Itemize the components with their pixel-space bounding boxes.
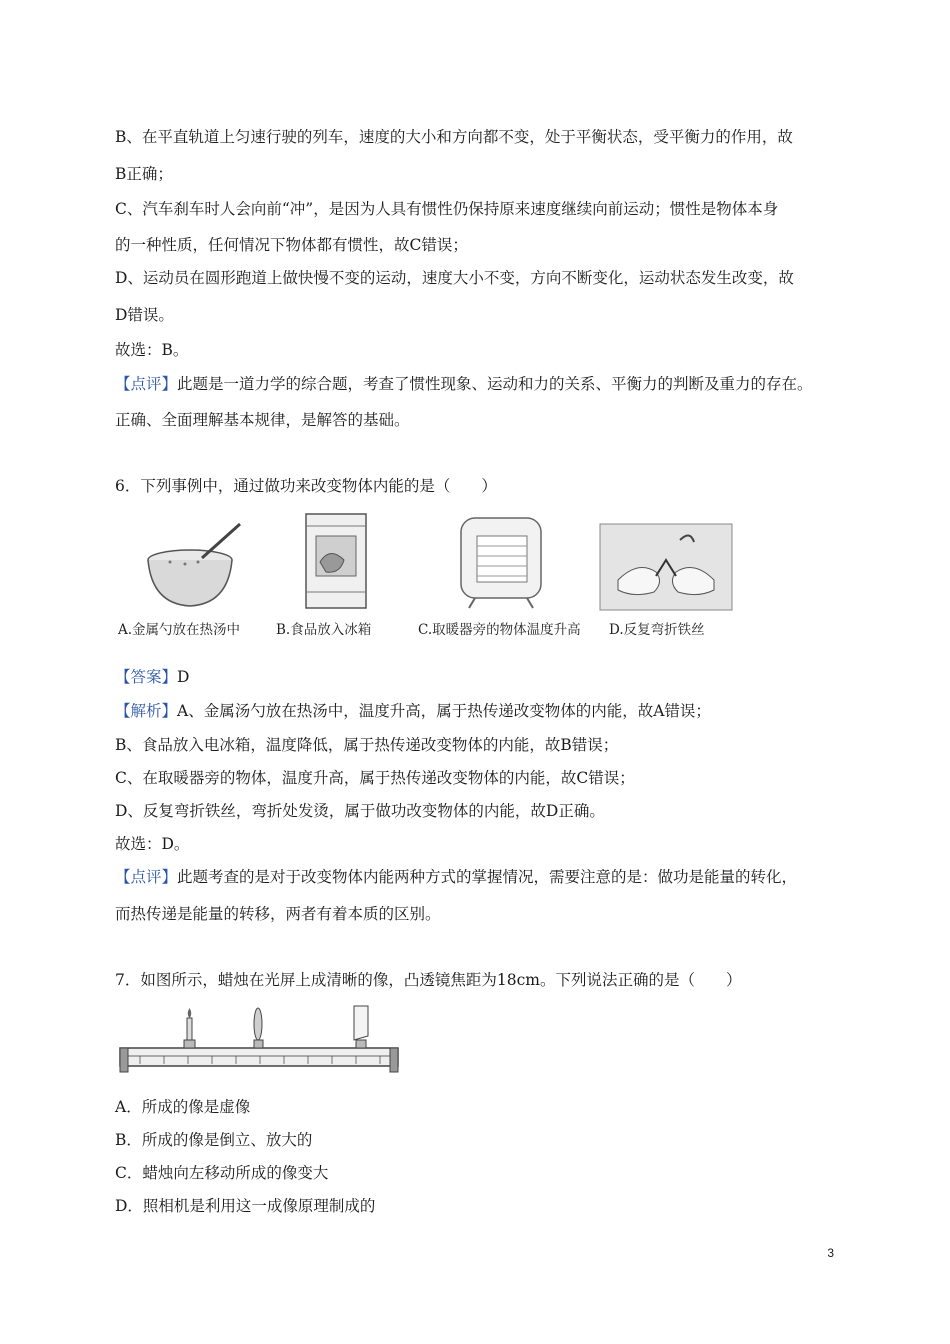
q6-comment-line-1 <box>115 867 797 887</box>
prev-choice: 故选：B。 <box>115 341 189 359</box>
q7-option-a: A．所成的像是虚像 <box>115 1098 251 1116</box>
q6-analysis-b: B、食品放入电冰箱，温度降低，属于热传递改变物体的内能，故B错误； <box>115 736 619 754</box>
comment-tag: 【点评】 <box>115 375 178 393</box>
q6-analysis-d: D、反复弯折铁丝，弯折处发烫，属于做功改变物体的内能，故D正确。 <box>115 802 605 820</box>
option-c-line-2: 的一种性质，任何情况下物体都有惯性，故C错误； <box>115 236 468 254</box>
figure-caption-d: D.反复弯折铁丝 <box>609 622 705 638</box>
answer-value: D <box>177 668 190 686</box>
q7-option-b: B．所成的像是倒立、放大的 <box>115 1131 313 1149</box>
figure-caption-a: A.金属勺放在热汤中 <box>118 622 241 638</box>
option-d-line-2: D错误。 <box>115 306 174 324</box>
prev-comment-line-1 <box>115 374 813 394</box>
option-b-line-2: B正确； <box>115 165 173 183</box>
q6-answer <box>115 667 189 687</box>
comment-tag: 【点评】 <box>115 868 178 886</box>
heater-figure <box>455 514 550 612</box>
prev-comment-line-2: 正确、全面理解基本规律，是解答的基础。 <box>115 411 410 429</box>
optical-bench-figure <box>116 1002 402 1084</box>
fridge-figure <box>300 512 372 612</box>
figure-caption-b: B.食品放入冰箱 <box>276 622 372 638</box>
q7-option-c: C．蜡烛向左移动所成的像变大 <box>115 1164 329 1182</box>
page-number: 3 <box>827 1246 834 1260</box>
option-c-line-1: C、汽车刹车时人会向前“冲”，是因为人具有惯性仍保持原来速度继续向前运动；惯性是物体本身 <box>115 200 779 218</box>
analysis-tag: 【解析】 <box>115 702 178 720</box>
q7-option-d: D．照相机是利用这一成像原理制成的 <box>115 1197 376 1215</box>
bowl-spoon-figure <box>140 522 250 612</box>
q6-analysis-c: C、在取暖器旁的物体，温度升高，属于热传递改变物体的内能，故C错误； <box>115 769 635 787</box>
option-b-line-1: B、在平直轨道上匀速行驶的列车，速度的大小和方向都不变，处于平衡状态，受平衡力的作用，故 <box>115 128 793 146</box>
analysis-a-text: A、金属汤勺放在热汤中，温度升高，属于热传递改变物体的内能，故A错误； <box>177 702 711 720</box>
q6-comment-line-2: 而热传递是能量的转移，两者有着本质的区别。 <box>115 905 441 923</box>
q6-analysis-a <box>115 701 711 721</box>
q6-choice: 故选：D。 <box>115 835 190 853</box>
option-d-line-1: D、运动员在圆形跑道上做快慢不变的运动，速度大小不变，方向不断变化，运动状态发生改变，故 <box>115 269 794 287</box>
comment-text: 此题是一道力学的综合题，考查了惯性现象、运动和力的关系、平衡力的判断及重力的存在。 <box>177 375 813 393</box>
q6-stem: 6．下列事例中，通过做功来改变物体内能的是（ ） <box>115 477 497 495</box>
answer-tag: 【答案】 <box>115 668 178 686</box>
figure-caption-c: C.取暖器旁的物体温度升高 <box>418 622 581 638</box>
q7-stem: 7．如图所示，蜡烛在光屏上成清晰的像，凸透镜焦距为18cm。下列说法正确的是（ ） <box>115 971 742 989</box>
hands-wire-figure <box>598 520 734 612</box>
comment-text: 此题考查的是对于改变物体内能两种方式的掌握情况，需要注意的是：做功是能量的转化， <box>177 868 798 886</box>
